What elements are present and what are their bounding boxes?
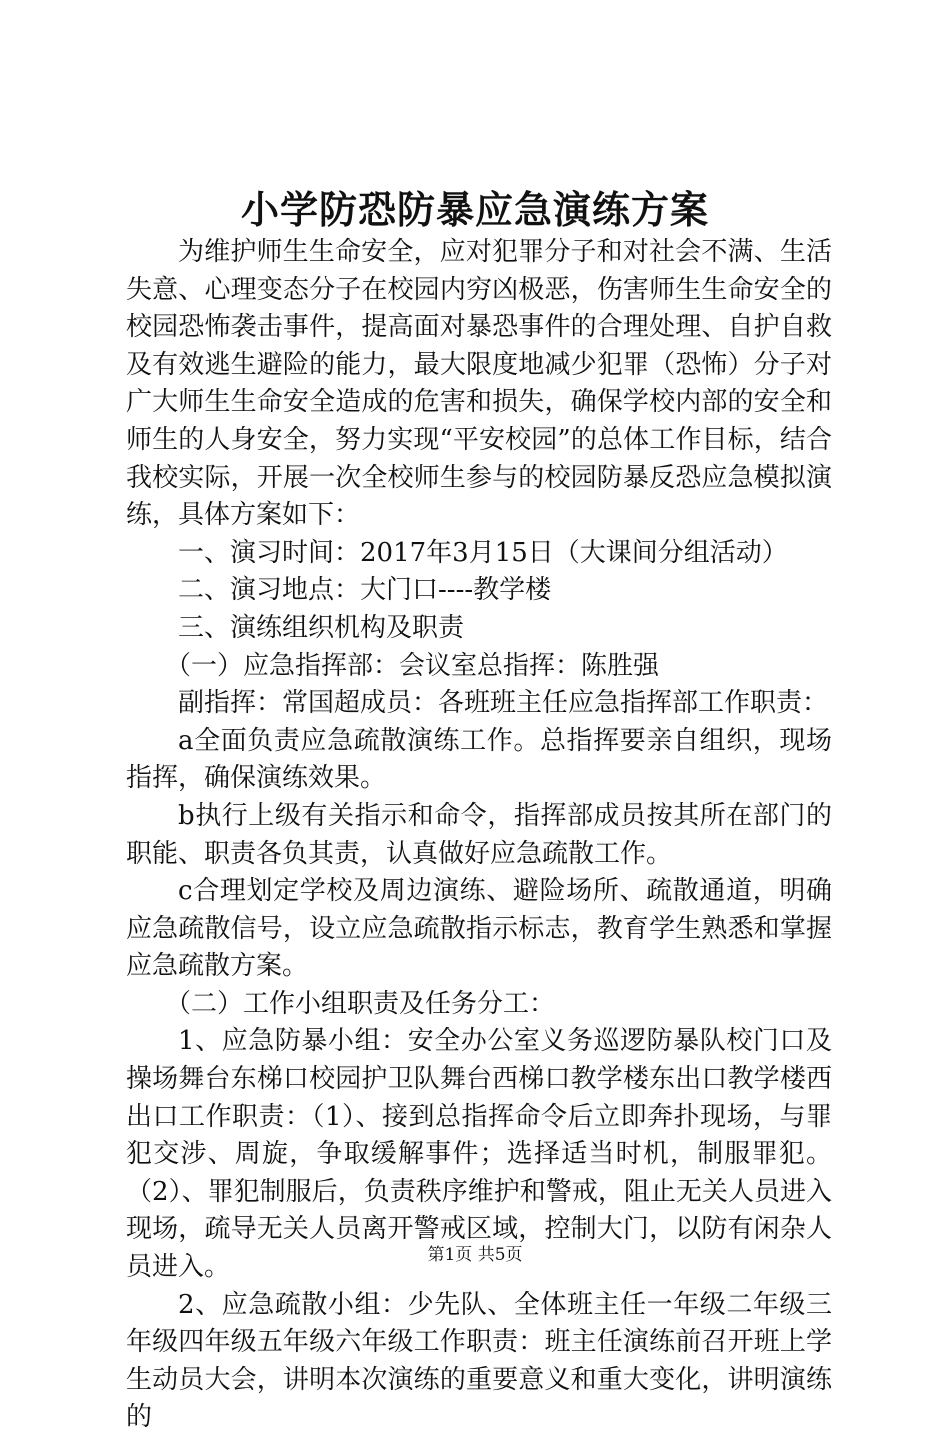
section-organization-heading: 三、演练组织机构及职责 [178,612,465,643]
drill-time: 一、演习时间：2017年3月15日（大课间分组活动） [178,537,788,568]
intro-paragraph: 为维护师生生命安全，应对犯罪分子和对社会不满、生活失意、心理变态分子在校园内穷凶极恶，伤害师生生命安全的校园恐怖袭击事件，提高面对暴恐事件的合理处理、自护自救及有效逃生避险的能力，最大限度地减少犯罪（恐怖）分子对广大师生生命安全造成的危害和损失，确保学校内部的安全和师生的人身安全，努力实现“平安校园”的总体工作目标，结合我校实际，开展一次全校师生参与的校园防暴反恐应急模拟演练，具体方案如下： [126,237,832,531]
command-center: （一）应急指挥部：会议室总指挥：陈胜强 [165,650,660,681]
page-footer: 第1页 共5页 [427,1245,523,1265]
deputy-commander: 副指挥：常国超成员：各班班主任应急指挥部工作职责： [178,688,829,719]
anti-riot-group: 1、应急防暴小组：安全办公室义务巡逻防暴队校门口及操场舞台东梯口校园护卫队舞台西梯口教学楼东出口教学楼西出口工作职责：（1）、接到总指挥命令后立即奔扑现场，与罪犯交涉、周旋，争取缓解事件；选择适当时机，制服罪犯。（2）、罪犯制服后，负责秩序维护和警戒，阻止无关人员进入现场，疏导无关人员离开警戒区域，控制大门，以防有闲杂人员进入。 [126,1026,832,1283]
evacuation-group: 2、应急疏散小组：少先队、全体班主任一年级二年级三年级四年级五年级六年级工作职责：班主任演练前召开班上学生动员大会，讲明本次演练的重要意义和重大变化，讲明演练的 [126,1289,832,1433]
duty-item-b: b执行上级有关指示和命令，指挥部成员按其所在部门的职能、职责各负其责，认真做好应急疏散工作。 [126,800,832,869]
work-group-heading: （二）工作小组职责及任务分工： [165,988,556,1019]
duty-item-c: c合理划定学校及周边演练、避险场所、疏散通道，明确应急疏散信号，设立应急疏散指示标志，教育学生熟悉和掌握应急疏散方案。 [126,876,832,982]
drill-location: 二、演习地点：大门口----教学楼 [178,575,552,606]
duty-item-a: a全面负责应急疏散演练工作。总指挥要亲自组织，现场指挥，确保演练效果。 [126,725,832,794]
document-title: 小学防恐防暴应急演练方案 [240,187,709,232]
